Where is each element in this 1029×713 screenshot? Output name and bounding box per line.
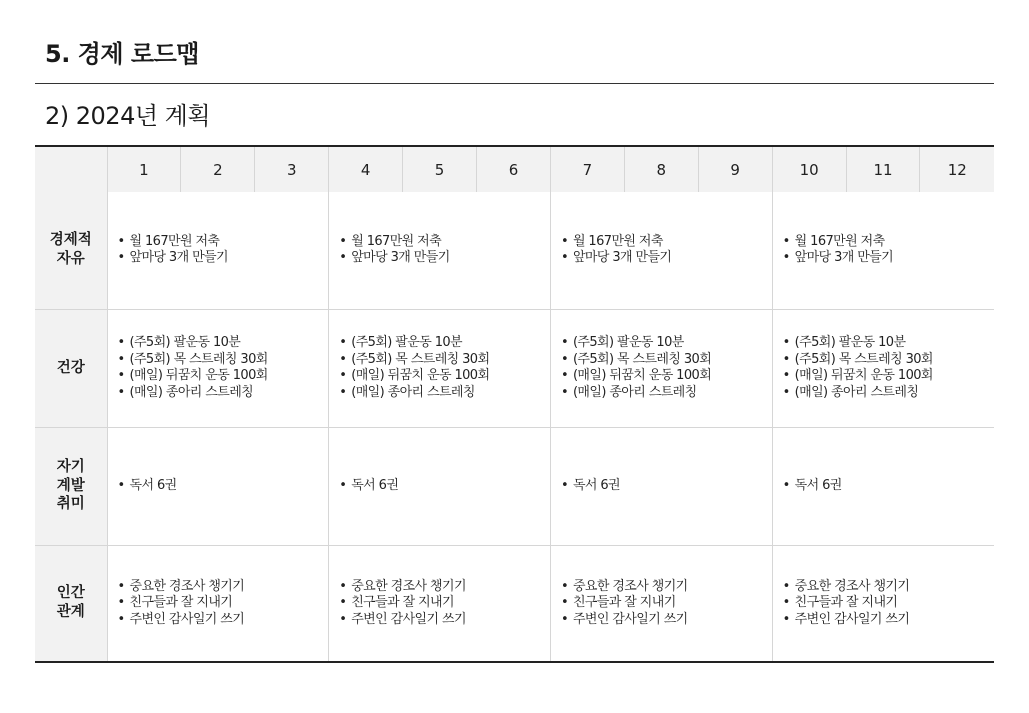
list-item: • (주5회) 목 스트레칭 30회 xyxy=(118,352,329,369)
list-item: • 친구들과 잘 지내기 xyxy=(783,595,994,612)
table-row xyxy=(35,309,994,427)
list-item: • 중요한 경조사 챙기기 xyxy=(339,579,550,596)
month-header: 7 xyxy=(550,146,624,192)
list-item: • (주5회) 팔운동 10분 xyxy=(561,335,772,352)
title-divider xyxy=(35,83,994,84)
goal-list xyxy=(108,234,329,267)
list-item: • 주변인 감사일기 쓰기 xyxy=(339,612,550,629)
category-label: 건강 xyxy=(35,309,107,427)
list-item: • 주변인 감사일기 쓰기 xyxy=(561,612,772,629)
list-item: • (주5회) 목 스트레칭 30회 xyxy=(783,352,994,369)
list-item: • (주5회) 팔운동 10분 xyxy=(118,335,329,352)
quarter-cell xyxy=(107,309,329,427)
list-item: • 앞마당 3개 만들기 xyxy=(783,250,994,267)
list-item: • 독서 6권 xyxy=(561,478,772,495)
list-item: • (매일) 뒤꿈치 운동 100회 xyxy=(561,368,772,385)
quarter-cell xyxy=(107,427,329,545)
category-label: 인간 관계 xyxy=(35,545,107,662)
section-subtitle: 2) 2024년 계획 xyxy=(45,102,211,130)
goal-list xyxy=(108,335,329,401)
list-item: • (매일) 뒤꿈치 운동 100회 xyxy=(783,368,994,385)
list-item: • 중요한 경조사 챙기기 xyxy=(783,579,994,596)
goal-list xyxy=(773,335,994,401)
list-item: • (매일) 종아리 스트레칭 xyxy=(783,385,994,402)
quarter-cell xyxy=(772,427,994,545)
list-item: • (매일) 종아리 스트레칭 xyxy=(339,385,550,402)
month-header: 10 xyxy=(772,146,846,192)
list-item: • 독서 6권 xyxy=(783,478,994,495)
list-item: • (매일) 뒤꿈치 운동 100회 xyxy=(339,368,550,385)
quarter-cell xyxy=(329,545,551,662)
month-header: 1 xyxy=(107,146,181,192)
list-item: • 중요한 경조사 챙기기 xyxy=(561,579,772,596)
list-item: • (매일) 뒤꿈치 운동 100회 xyxy=(118,368,329,385)
month-header: 3 xyxy=(255,146,329,192)
list-item: • 독서 6권 xyxy=(339,478,550,495)
list-item: • 독서 6권 xyxy=(118,478,329,495)
month-header: 8 xyxy=(624,146,698,192)
list-item: • (주5회) 팔운동 10분 xyxy=(339,335,550,352)
list-item: • (매일) 종아리 스트레칭 xyxy=(118,385,329,402)
category-label: 자기 계발 취미 xyxy=(35,427,107,545)
list-item: • 친구들과 잘 지내기 xyxy=(339,595,550,612)
category-label: 경제적 자유 xyxy=(35,192,107,309)
list-item: • 월 167만원 저축 xyxy=(339,234,550,251)
goal-list xyxy=(773,234,994,267)
list-item: • 중요한 경조사 챙기기 xyxy=(118,579,329,596)
list-item: • 월 167만원 저축 xyxy=(783,234,994,251)
quarter-cell xyxy=(107,545,329,662)
goal-list xyxy=(773,478,994,495)
month-header: 5 xyxy=(403,146,477,192)
list-item: • 월 167만원 저축 xyxy=(561,234,772,251)
roadmap-table xyxy=(35,145,994,663)
list-item: • 주변인 감사일기 쓰기 xyxy=(118,612,329,629)
page-title: 5. 경제 로드맵 xyxy=(45,40,199,68)
month-header: 6 xyxy=(477,146,551,192)
quarter-cell xyxy=(550,427,772,545)
quarter-cell xyxy=(329,309,551,427)
table-row xyxy=(35,545,994,662)
list-item: • 앞마당 3개 만들기 xyxy=(118,250,329,267)
list-item: • (주5회) 팔운동 10분 xyxy=(783,335,994,352)
goal-list xyxy=(329,478,550,495)
month-header: 2 xyxy=(181,146,255,192)
list-item: • (매일) 종아리 스트레칭 xyxy=(561,385,772,402)
quarter-cell xyxy=(772,545,994,662)
goal-list xyxy=(108,478,329,495)
month-header: 11 xyxy=(846,146,920,192)
quarter-cell xyxy=(329,192,551,309)
quarter-cell xyxy=(329,427,551,545)
goal-list xyxy=(551,234,772,267)
quarter-cell xyxy=(107,192,329,309)
list-item: • (주5회) 목 스트레칭 30회 xyxy=(561,352,772,369)
list-item: • 월 167만원 저축 xyxy=(118,234,329,251)
month-header: 12 xyxy=(920,146,994,192)
list-item: • 앞마당 3개 만들기 xyxy=(561,250,772,267)
goal-list xyxy=(108,579,329,629)
goal-list xyxy=(329,234,550,267)
goal-list xyxy=(773,579,994,629)
quarter-cell xyxy=(550,545,772,662)
month-header: 4 xyxy=(329,146,403,192)
list-item: • 친구들과 잘 지내기 xyxy=(118,595,329,612)
roadmap-body xyxy=(35,192,994,662)
corner-cell xyxy=(35,146,107,192)
goal-list xyxy=(329,335,550,401)
goal-list xyxy=(329,579,550,629)
month-header-row xyxy=(35,146,994,192)
quarter-cell xyxy=(772,309,994,427)
month-header: 9 xyxy=(698,146,772,192)
quarter-cell xyxy=(550,309,772,427)
list-item: • 친구들과 잘 지내기 xyxy=(561,595,772,612)
quarter-cell xyxy=(772,192,994,309)
list-item: • 앞마당 3개 만들기 xyxy=(339,250,550,267)
goal-list xyxy=(551,335,772,401)
list-item: • (주5회) 목 스트레칭 30회 xyxy=(339,352,550,369)
table-row xyxy=(35,427,994,545)
goal-list xyxy=(551,478,772,495)
list-item: • 주변인 감사일기 쓰기 xyxy=(783,612,994,629)
table-row xyxy=(35,192,994,309)
goal-list xyxy=(551,579,772,629)
quarter-cell xyxy=(550,192,772,309)
